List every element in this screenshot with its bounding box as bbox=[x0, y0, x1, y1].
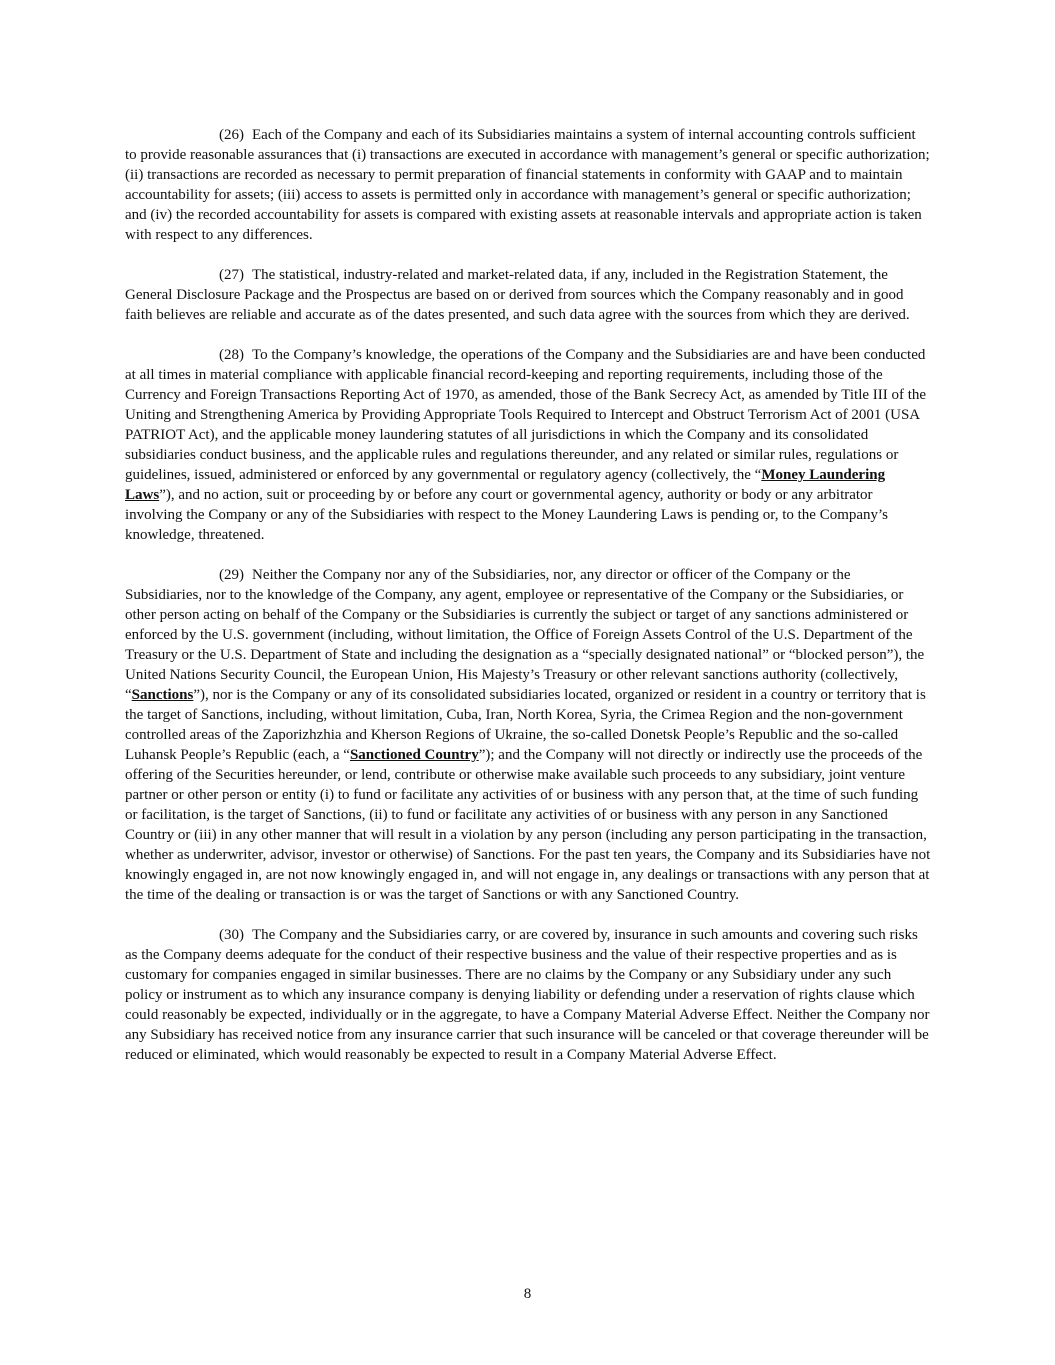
paragraph-number: (30) bbox=[219, 927, 244, 943]
paragraph-text: ”); and the Company will not directly or indirectly use the proceeds of the offering of the Securities hereunder, or lend, contribute or otherwise make available such proceeds to any subsidiary, joint venture partner or other person or entity (i) to fund or facilitate any activities of or business with any person that, at the time of such funding or facilitation, is the target of Sanctions, (ii) to fund or facilitate any activities of or business with any person in any Sanctioned Country or (iii) in any other manner that will result in a violation by any person (including any person participating in the transaction, whether as underwriter, advisor, investor or otherwise) of Sanctions. For the past ten years, the Company and its Subsidiaries have not knowingly engaged in, are not now knowingly engaged in, and will not engage in, any dealings or transactions with any person that at the time of the dealing or transaction is or was the target of Sanctions or with any Sanctioned Country. bbox=[125, 747, 931, 903]
paragraph-text: ”), nor is the Company or any of its consolidated subsidiaries located, organized or resident in a country or territory that is the target of Sanctions, including, without limitation, Cuba, Iran, North Korea, Syria, the Crimea Region and the non-government controlled areas of the Zaporizhzhia and Kherson Regions of Ukraine, the so-called Donetsk People’s Republic and the so-called Luhansk People’s Republic (each, a “ bbox=[125, 687, 926, 763]
paragraph-number: (27) bbox=[219, 267, 244, 283]
paragraph-26 bbox=[125, 125, 931, 245]
defined-term-sanctioned-country: Sanctioned Country bbox=[349, 747, 479, 763]
paragraph-text: ”), and no action, suit or proceeding by or before any court or governmental agency, authority or body or any arbitrator involving the Company or any of the Subsidiaries with respect to the Money Laundering Laws is pending or, to the Company’s knowledge, threatened. bbox=[125, 487, 889, 543]
paragraph-text: Each of the Company and each of its Subsidiaries maintains a system of internal accounting controls sufficient to provide reasonable assurances that (i) transactions are executed in accordance with management’s general or specific authorization; (ii) transactions are recorded as necessary to permit preparation of financial statements in conformity with GAAP and to maintain accountability for assets; (iii) access to assets is permitted only in accordance with management’s general or specific authorization; and (iv) the recorded accountability for assets is compared with existing assets at reasonable intervals and appropriate action is taken with respect to any differences. bbox=[125, 127, 930, 243]
paragraph-number: (29) bbox=[219, 567, 244, 583]
paragraph-text: The statistical, industry-related and market-related data, if any, included in the Registration Statement, the General Disclosure Package and the Prospectus are based on or derived from sources which the Company reasonably and in good faith believes are reliable and accurate as of the dates presented, and such data agree with the sources from which they are derived. bbox=[125, 267, 910, 323]
paragraph-27 bbox=[125, 265, 931, 325]
paragraph-28 bbox=[125, 345, 931, 545]
paragraph-30 bbox=[125, 925, 931, 1065]
page-number: 8 bbox=[523, 1286, 532, 1302]
paragraph-text: To the Company’s knowledge, the operations of the Company and the Subsidiaries are and have been conducted at all times in material compliance with applicable financial record-keeping and reporting requirements, including those of the Currency and Foreign Transactions Reporting Act of 1970, as amended, those of the Bank Secrecy Act, as amended by Title III of the Uniting and Strengthening America by Providing Appropriate Tools Required to Intercept and Obstruct Terrorism Act of 2001 (USA PATRIOT Act), and the applicable money laundering statutes of all jurisdictions in which the Company and its consolidated subsidiaries conduct business, and the applicable rules and regulations thereunder, and any related or similar rules, regulations or guidelines, issued, administered or enforced by any governmental or regulatory agency (collectively, the “ bbox=[125, 347, 927, 483]
defined-term-sanctions: Sanctions bbox=[131, 687, 194, 703]
paragraph-text: The Company and the Subsidiaries carry, or are covered by, insurance in such amounts and covering such risks as the Company deems adequate for the conduct of their respective business and the value of their respective properties and as is customary for companies engaged in similar businesses. There are no claims by the Company or any Subsidiary under any such policy or instrument as to which any insurance company is denying liability or defending under a reservation of rights clause which could reasonably be expected, individually or in the aggregate, to have a Company Material Adverse Effect. Neither the Company nor any Subsidiary has received notice from any insurance carrier that such insurance will be canceled or that coverage thereunder will be reduced or eliminated, which would reasonably be expected to result in a Company Material Adverse Effect. bbox=[125, 927, 930, 1063]
defined-term-money-laundering-laws: Money Laundering Laws bbox=[125, 467, 886, 503]
document-page bbox=[125, 125, 931, 1085]
paragraph-29 bbox=[125, 565, 931, 905]
paragraph-text: Neither the Company nor any of the Subsidiaries, nor, any director or officer of the Company or the Subsidiaries, nor to the knowledge of the Company, any agent, employee or representative of the Company or the Subsidiaries, or other person acting on behalf of the Company or the Subsidiaries is currently the subject or target of any sanctions administered or enforced by the U.S. government (including, without limitation, the Office of Foreign Assets Control of the U.S. Department of the Treasury or the U.S. Department of State and including the designation as a “specially designated national” or “blocked person”), the United Nations Security Council, the European Union, His Majesty’s Treasury or other relevant sanctions authority (collectively, “ bbox=[125, 567, 925, 703]
paragraph-number: (28) bbox=[219, 347, 244, 363]
paragraph-number: (26) bbox=[219, 127, 244, 143]
